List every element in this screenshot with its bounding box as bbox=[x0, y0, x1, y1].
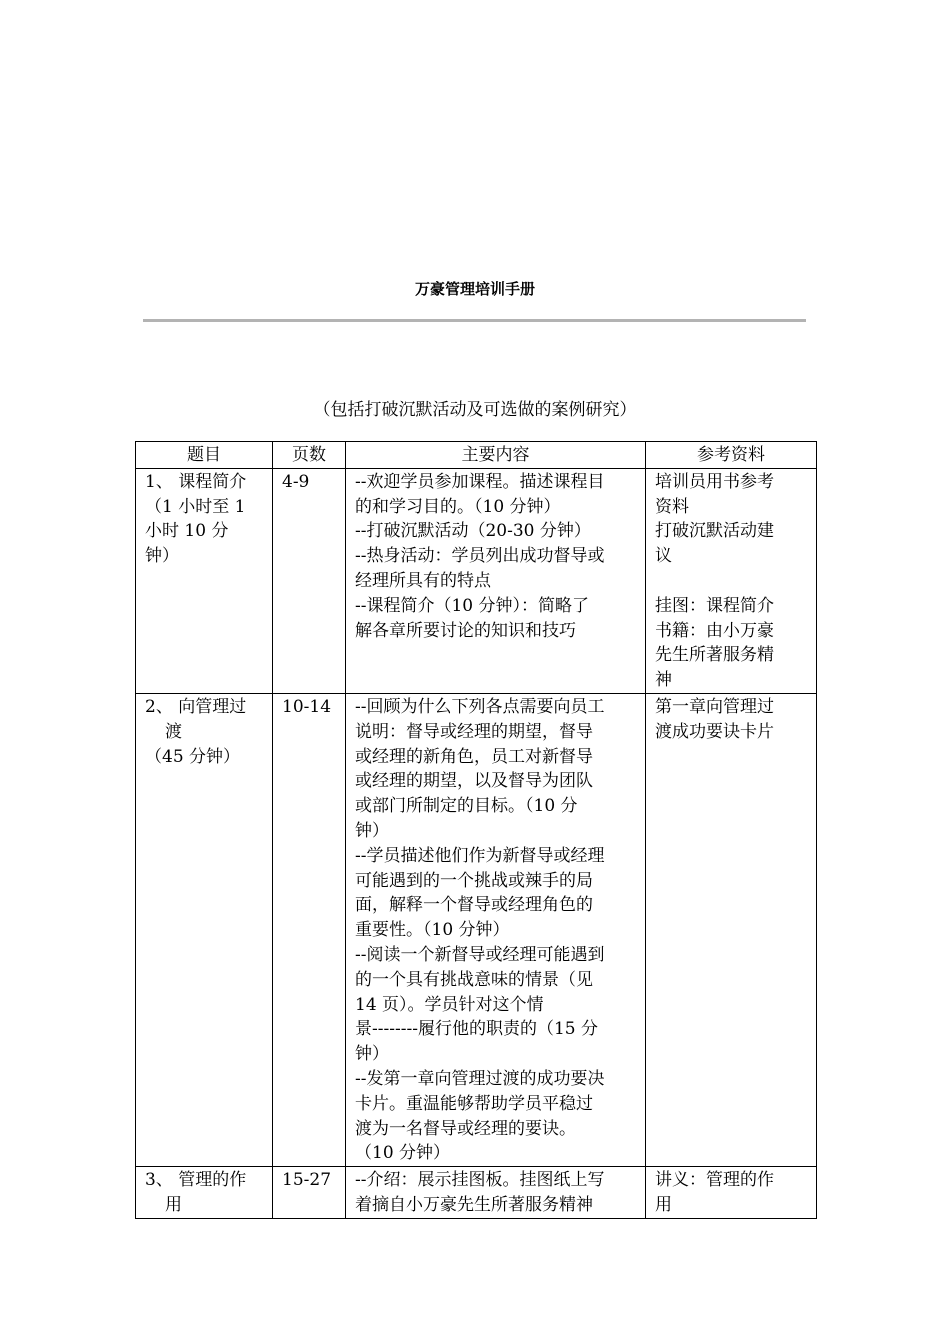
reference-line: 培训员用书参考 bbox=[655, 471, 774, 492]
content-line: --打破沉默活动（20-30 分钟） bbox=[355, 521, 591, 542]
content-line: 景--------履行他的职责的（15 分 bbox=[355, 1019, 598, 1040]
table-row bbox=[136, 693, 817, 1166]
column-header-content: 主要内容 bbox=[346, 442, 646, 469]
content-cell bbox=[346, 1167, 646, 1219]
table-header-row bbox=[136, 442, 817, 469]
content-line: 说明：督导或经理的期望，督导 bbox=[355, 721, 593, 742]
topic-line: 1、 课程简介 bbox=[145, 471, 247, 492]
content-line: --课程简介（10 分钟）：简略了 bbox=[355, 595, 590, 616]
reference-line: 第一章向管理过 bbox=[655, 696, 774, 717]
table-row bbox=[136, 1167, 817, 1219]
reference-line: 渡成功要诀卡片 bbox=[655, 721, 774, 742]
references-cell bbox=[646, 1167, 817, 1219]
content-line: （10 分钟） bbox=[355, 1143, 451, 1164]
content-line: 14 页）。学员针对这个情 bbox=[355, 994, 544, 1015]
column-header-pages: 页数 bbox=[273, 442, 346, 469]
content-line: 或部门所制定的目标。（10 分 bbox=[355, 796, 578, 817]
topic-line: 3、 管理的作 bbox=[145, 1170, 247, 1191]
reference-line: 神 bbox=[655, 670, 672, 691]
content-line: --发第一章向管理过渡的成功要决 bbox=[355, 1068, 605, 1089]
reference-line: 打破沉默活动建 bbox=[655, 521, 774, 542]
content-cell bbox=[346, 693, 646, 1166]
content-line: 解各章所要讨论的知识和技巧 bbox=[355, 620, 576, 641]
document-subtitle: （包括打破沉默活动及可选做的案例研究） bbox=[313, 400, 637, 420]
content-line: 渡为一名督导或经理的要诀。 bbox=[355, 1118, 576, 1139]
references-cell bbox=[646, 468, 817, 693]
reference-line: 挂图：课程简介 bbox=[655, 595, 774, 616]
content-line: 面，解释一个督导或经理角色的 bbox=[355, 895, 593, 916]
topic-cell bbox=[136, 468, 273, 693]
content-line: 或经理的期望，以及督导为团队 bbox=[355, 771, 593, 792]
topic-line: （1 小时至 1 bbox=[145, 496, 246, 517]
content-line: 钟） bbox=[355, 820, 389, 841]
reference-line: 讲义：管理的作 bbox=[655, 1170, 774, 1191]
topic-cell bbox=[136, 693, 273, 1166]
reference-line: 资料 bbox=[655, 496, 689, 517]
content-line: --阅读一个新督导或经理可能遇到 bbox=[355, 944, 605, 965]
reference-line: 议 bbox=[655, 546, 672, 567]
document-header-title: 万豪管理培训手册 bbox=[414, 280, 535, 298]
reference-line: 先生所著服务精 bbox=[655, 645, 774, 666]
content-line: 的和学习目的。（10 分钟） bbox=[355, 496, 561, 517]
column-header-topic: 题目 bbox=[136, 442, 273, 469]
content-line: --热身活动：学员列出成功督导或 bbox=[355, 546, 605, 567]
topic-line: 小时 10 分 bbox=[145, 521, 229, 542]
course-outline-table bbox=[135, 441, 817, 1219]
topic-line: 用 bbox=[165, 1194, 182, 1215]
content-line: --学员描述他们作为新督导或经理 bbox=[355, 845, 605, 866]
content-line: --介绍：展示挂图板。挂图纸上写 bbox=[355, 1170, 605, 1191]
pages-cell: 4-9 bbox=[273, 468, 346, 693]
topic-line: 2、 向管理过 bbox=[145, 696, 247, 717]
content-line: 可能遇到的一个挑战或辣手的局 bbox=[355, 870, 593, 891]
reference-line bbox=[655, 569, 816, 594]
content-line: --回顾为什么下列各点需要向员工 bbox=[355, 696, 605, 717]
header-divider bbox=[143, 319, 806, 322]
pages-cell: 10-14 bbox=[273, 693, 346, 1166]
topic-cell bbox=[136, 1167, 273, 1219]
content-line: 经理所具有的特点 bbox=[355, 570, 491, 591]
column-header-references: 参考资料 bbox=[646, 442, 817, 469]
content-line: 卡片。重温能够帮助学员平稳过 bbox=[355, 1093, 593, 1114]
content-line: 或经理的新角色，员工对新督导 bbox=[355, 746, 593, 767]
topic-line: （45 分钟） bbox=[145, 746, 241, 767]
reference-line: 用 bbox=[655, 1194, 672, 1215]
content-line: 着摘自小万豪先生所著服务精神 bbox=[355, 1194, 593, 1215]
topic-line: 渡 bbox=[165, 721, 182, 742]
pages-cell: 15-27 bbox=[273, 1167, 346, 1219]
content-line: 重要性。（10 分钟） bbox=[355, 920, 510, 941]
reference-line: 书籍：由小万豪 bbox=[655, 620, 774, 641]
content-line: --欢迎学员参加课程。描述课程目 bbox=[355, 471, 605, 492]
references-cell bbox=[646, 693, 817, 1166]
content-line: 的一个具有挑战意味的情景（见 bbox=[355, 969, 593, 990]
content-line: 钟） bbox=[355, 1044, 389, 1065]
topic-line: 钟） bbox=[145, 546, 179, 567]
content-cell bbox=[346, 468, 646, 693]
table-row bbox=[136, 468, 817, 693]
